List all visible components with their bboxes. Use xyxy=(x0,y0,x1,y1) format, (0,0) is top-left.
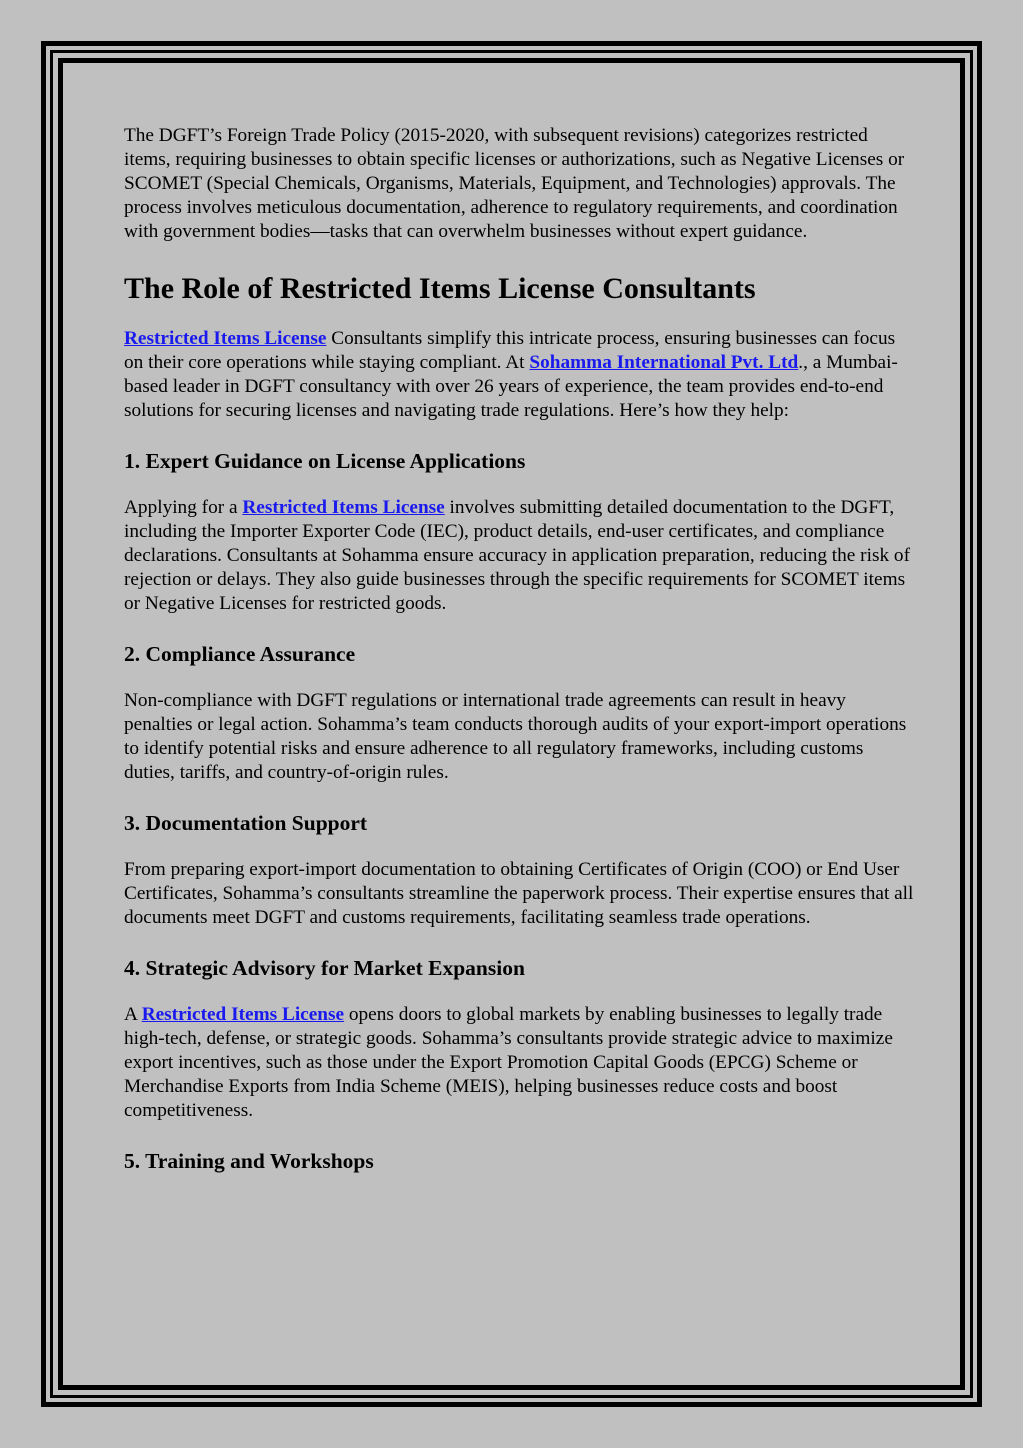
s4-text-pre: A xyxy=(124,1004,142,1025)
s1-text-pre: Applying for a xyxy=(124,497,243,518)
intro-paragraph: The DGFT’s Foreign Trade Policy (2015-2020, with subsequent revisions) categorizes restricted items, requiring businesses to obtain specific licenses or authorizations, such as Negative Licenses or SCOMET (Special Chemicals, Organisms, Materials, Equipment, and Technologies) approvals. The process involves meticulous documentation, adherence to regulatory requirements, and coordination with government bodies—tasks that can overwhelm businesses without expert guidance. xyxy=(124,125,905,242)
document-body xyxy=(124,124,914,1196)
role-text-2: ., a Mumbai-based leader in DGFT consultancy with over 26 years of experience, the team provides end-to-end solutions for securing licenses and navigating trade regulations. Here’s how they help: xyxy=(124,352,898,421)
role-text-1: Consultants simplify this intricate process, ensuring businesses can focus on their core operations while staying compliant. At xyxy=(124,328,896,373)
section-1-paragraph xyxy=(124,496,914,616)
sohamma-international-link[interactable]: Sohamma International Pvt. Ltd xyxy=(529,352,799,373)
section-3-paragraph: From preparing export-import documentation to obtaining Certificates of Origin (COO) or End User Certificates, Sohamma’s consultants streamline the paperwork process. Their expertise ensures that all documents meet DGFT and customs requirements, facilitating seamless trade operations. xyxy=(124,859,914,928)
role-paragraph xyxy=(124,327,914,423)
section-2-paragraph: Non-compliance with DGFT regulations or international trade agreements can result in heavy penalties or legal action. Sohamma’s team conducts thorough audits of your export-import operations to identify potential risks and ensure adherence to all regulatory frameworks, including customs duties, tariffs, and country-of-origin rules. xyxy=(124,690,907,783)
section-heading-5: 5. Training and Workshops xyxy=(124,1149,374,1173)
section-heading-3: 3. Documentation Support xyxy=(124,811,368,835)
section-heading-4: 4. Strategic Advisory for Market Expansion xyxy=(124,956,525,980)
restricted-items-license-link[interactable]: Restricted Items License xyxy=(141,1004,345,1025)
section-4-paragraph xyxy=(124,1003,914,1123)
section-heading-1: 1. Expert Guidance on License Applications xyxy=(124,449,526,473)
restricted-items-license-link[interactable]: Restricted Items License xyxy=(242,497,445,518)
restricted-items-license-link[interactable]: Restricted Items License xyxy=(124,328,327,349)
section-heading-2: 2. Compliance Assurance xyxy=(124,642,356,666)
s4-text-post: opens doors to global markets by enabling businesses to legally trade high-tech, defense, or strategic goods. Sohamma’s consultants provide strategic advice to maximize export incentives, such as those under the Export Promotion Capital Goods (EPCG) Scheme or Merchandise Exports from India Scheme (MEIS), helping businesses reduce costs and boost competitiveness. xyxy=(124,1004,893,1121)
section-heading-role: The Role of Restricted Items License Consultants xyxy=(124,272,756,305)
s1-text-post: involves submitting detailed documentation to the DGFT, including the Importer Exporter Code (IEC), product details, end-user certificates, and compliance declarations. Consultants at Sohamma ensure accuracy in application preparation, reducing the risk of rejection or delays. They also guide businesses through the specific requirements for SCOMET items or Negative Licenses for restricted goods. xyxy=(124,497,910,614)
